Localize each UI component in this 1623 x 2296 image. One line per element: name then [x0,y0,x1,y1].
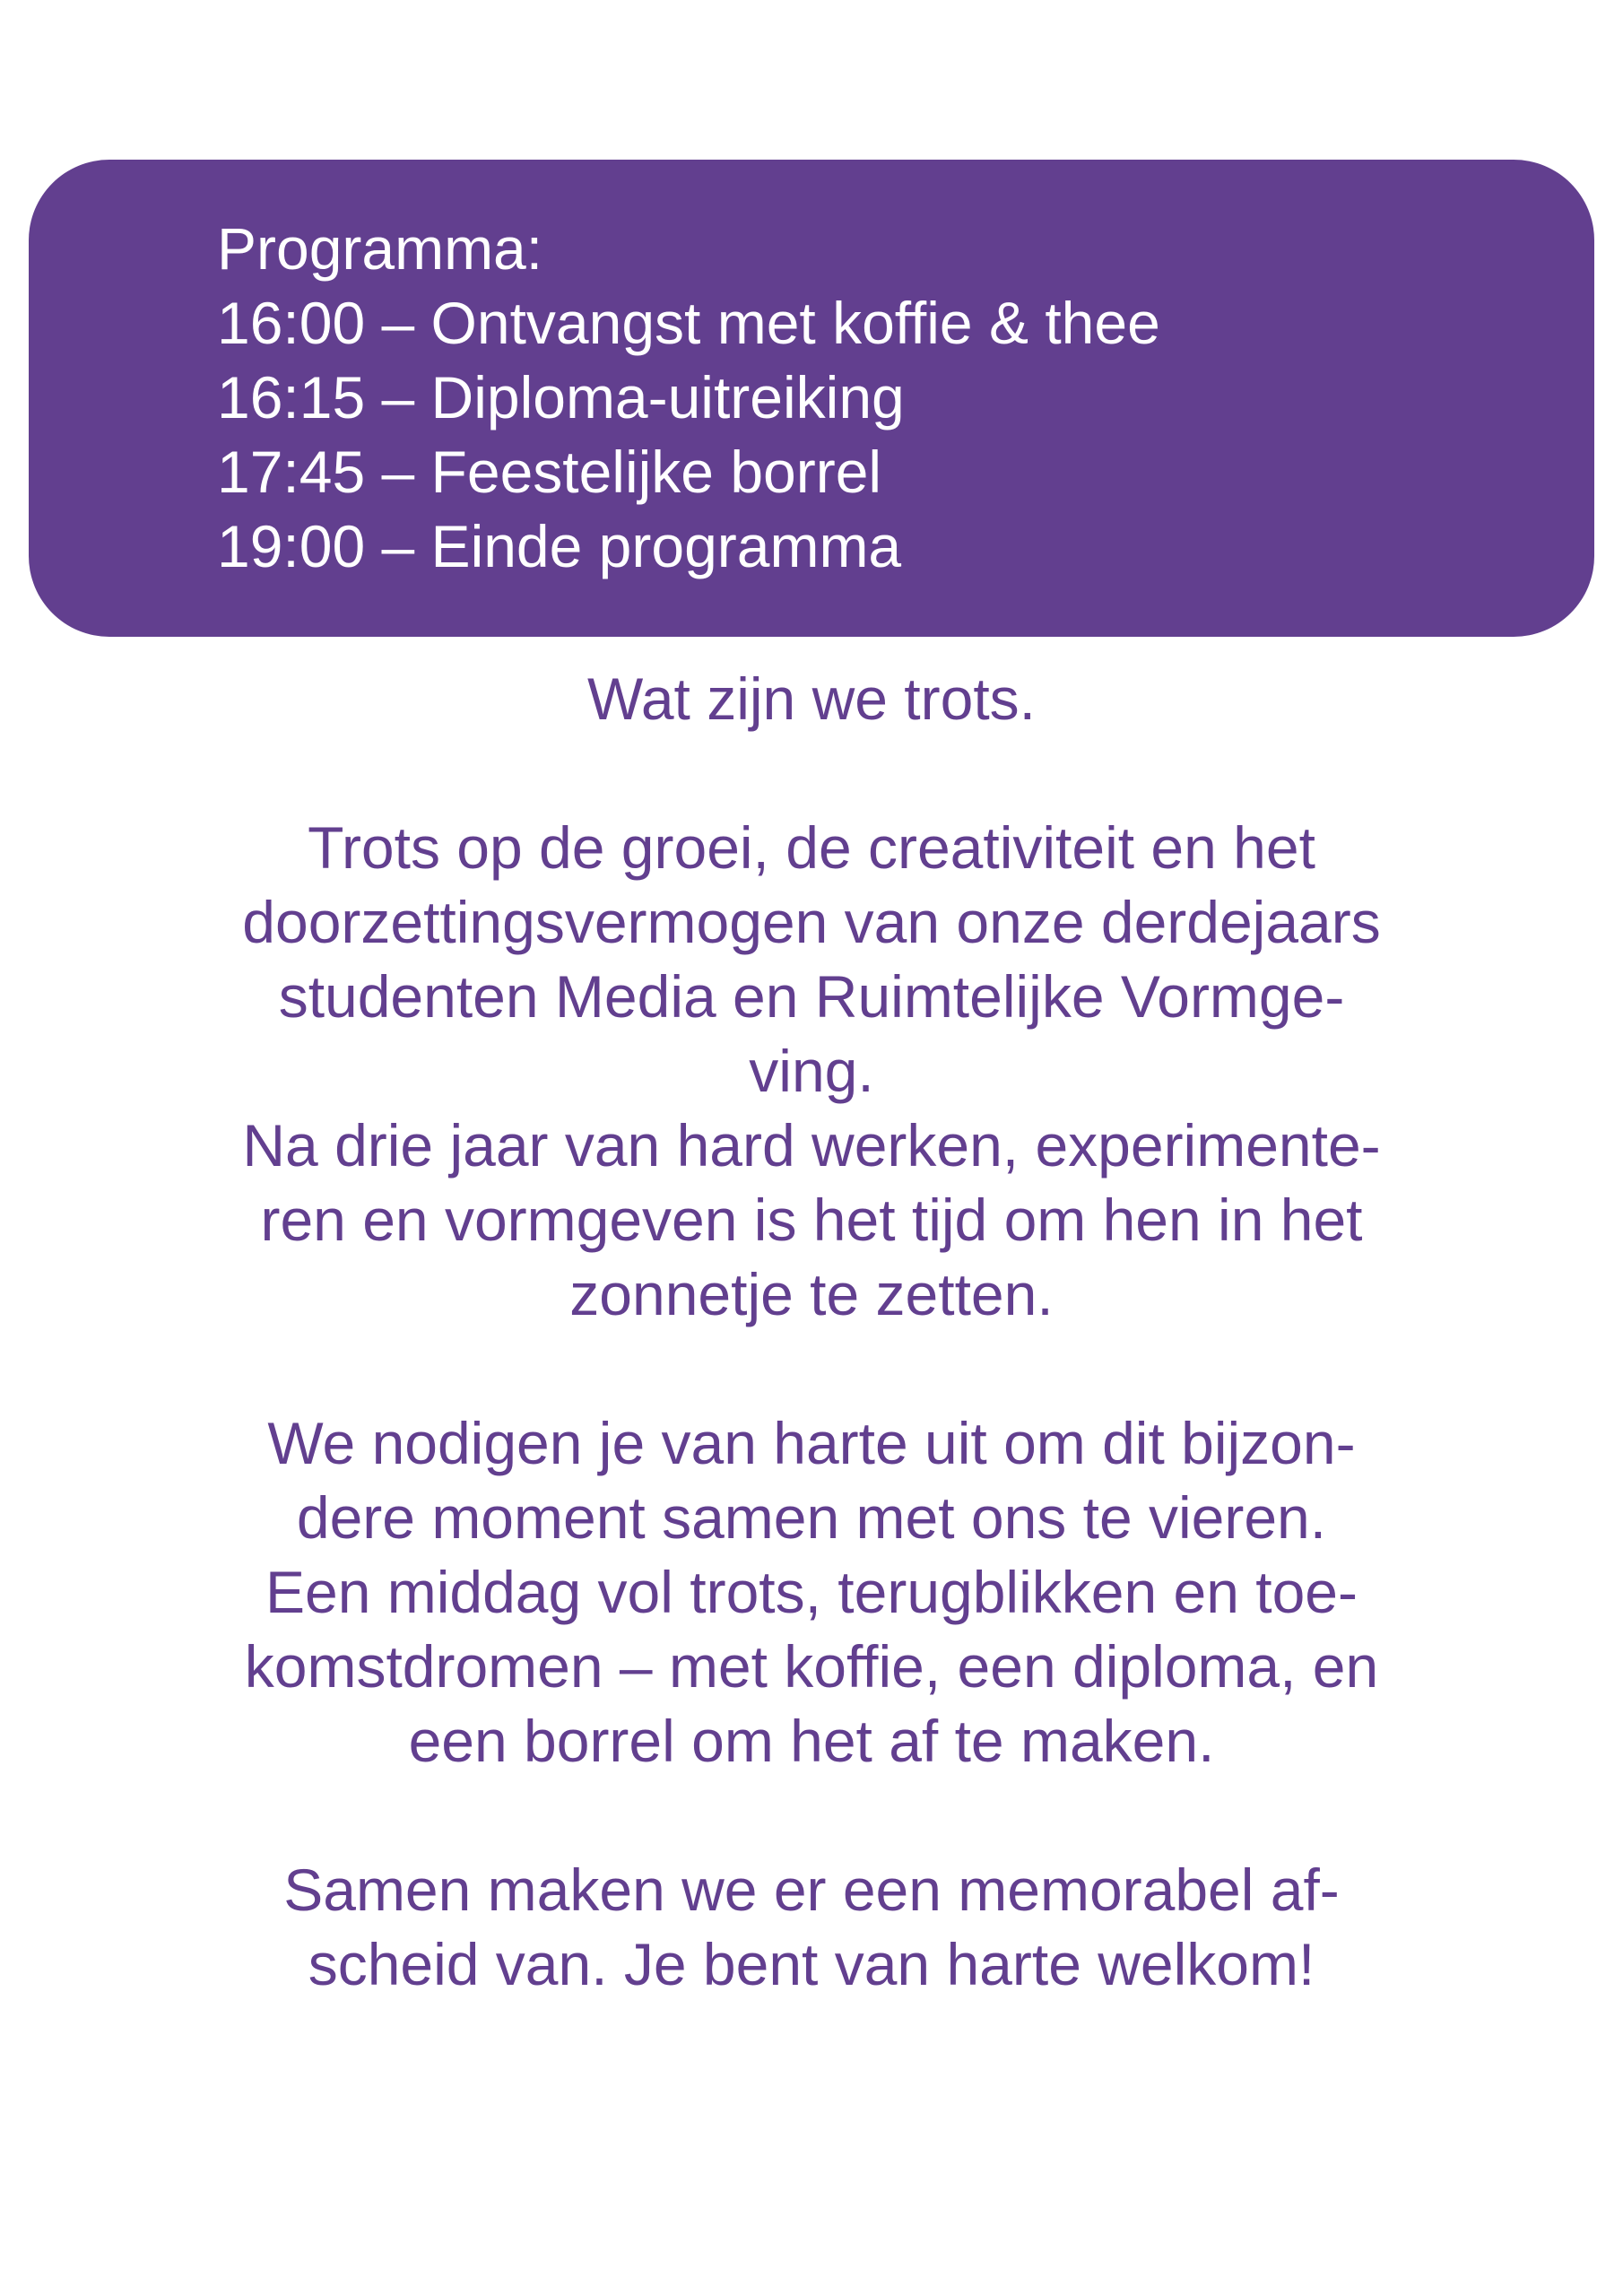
paragraph-gap [0,1779,1623,1853]
paragraph2-line: een borrel om het af te maken. [408,1708,1215,1774]
invitation-text [0,662,1623,2002]
paragraph1-line: ren en vormgeven is het tijd om hen in het [260,1187,1363,1253]
paragraph2-line: komstdromen – met koffie, een diploma, en [244,1633,1379,1700]
program-item: 19:00 – Einde programma [217,513,902,579]
paragraph1-line: ving. [749,1038,874,1104]
paragraph-gap [0,1332,1623,1406]
paragraph2-line: Een middag vol trots, terugblikken en toe- [265,1559,1358,1625]
paragraph2-line: We nodigen je van harte uit om dit bijzon- [267,1410,1356,1476]
program-item: 16:15 – Diploma-uitreiking [217,364,905,430]
paragraph3-line: scheid van. Je bent van harte welkom! [308,1931,1315,1997]
paragraph1-line: doorzettingsvermogen van onze derdejaars [242,889,1381,955]
program-item: 16:00 – Ontvangst met koffie & thee [217,290,1160,356]
paragraph2-line: dere moment samen met ons te vieren. [296,1484,1327,1551]
program-box [29,160,1594,637]
paragraph-gap [0,736,1623,811]
intro-line: Wat zijn we trots. [587,665,1036,732]
paragraph1-line: Na drie jaar van hard werken, experimente- [242,1112,1381,1178]
paragraph3-line: Samen maken we er een memorabel af- [283,1857,1340,1923]
paragraph1-line: zonnetje te zetten. [569,1261,1054,1327]
program-item: 17:45 – Feestelijke borrel [217,439,882,505]
paragraph1-line: studenten Media en Ruimtelijke Vormge- [278,963,1345,1030]
paragraph1-line: Trots op de groei, de creativiteit en het [308,814,1315,881]
program-heading: Programma: [217,215,543,282]
